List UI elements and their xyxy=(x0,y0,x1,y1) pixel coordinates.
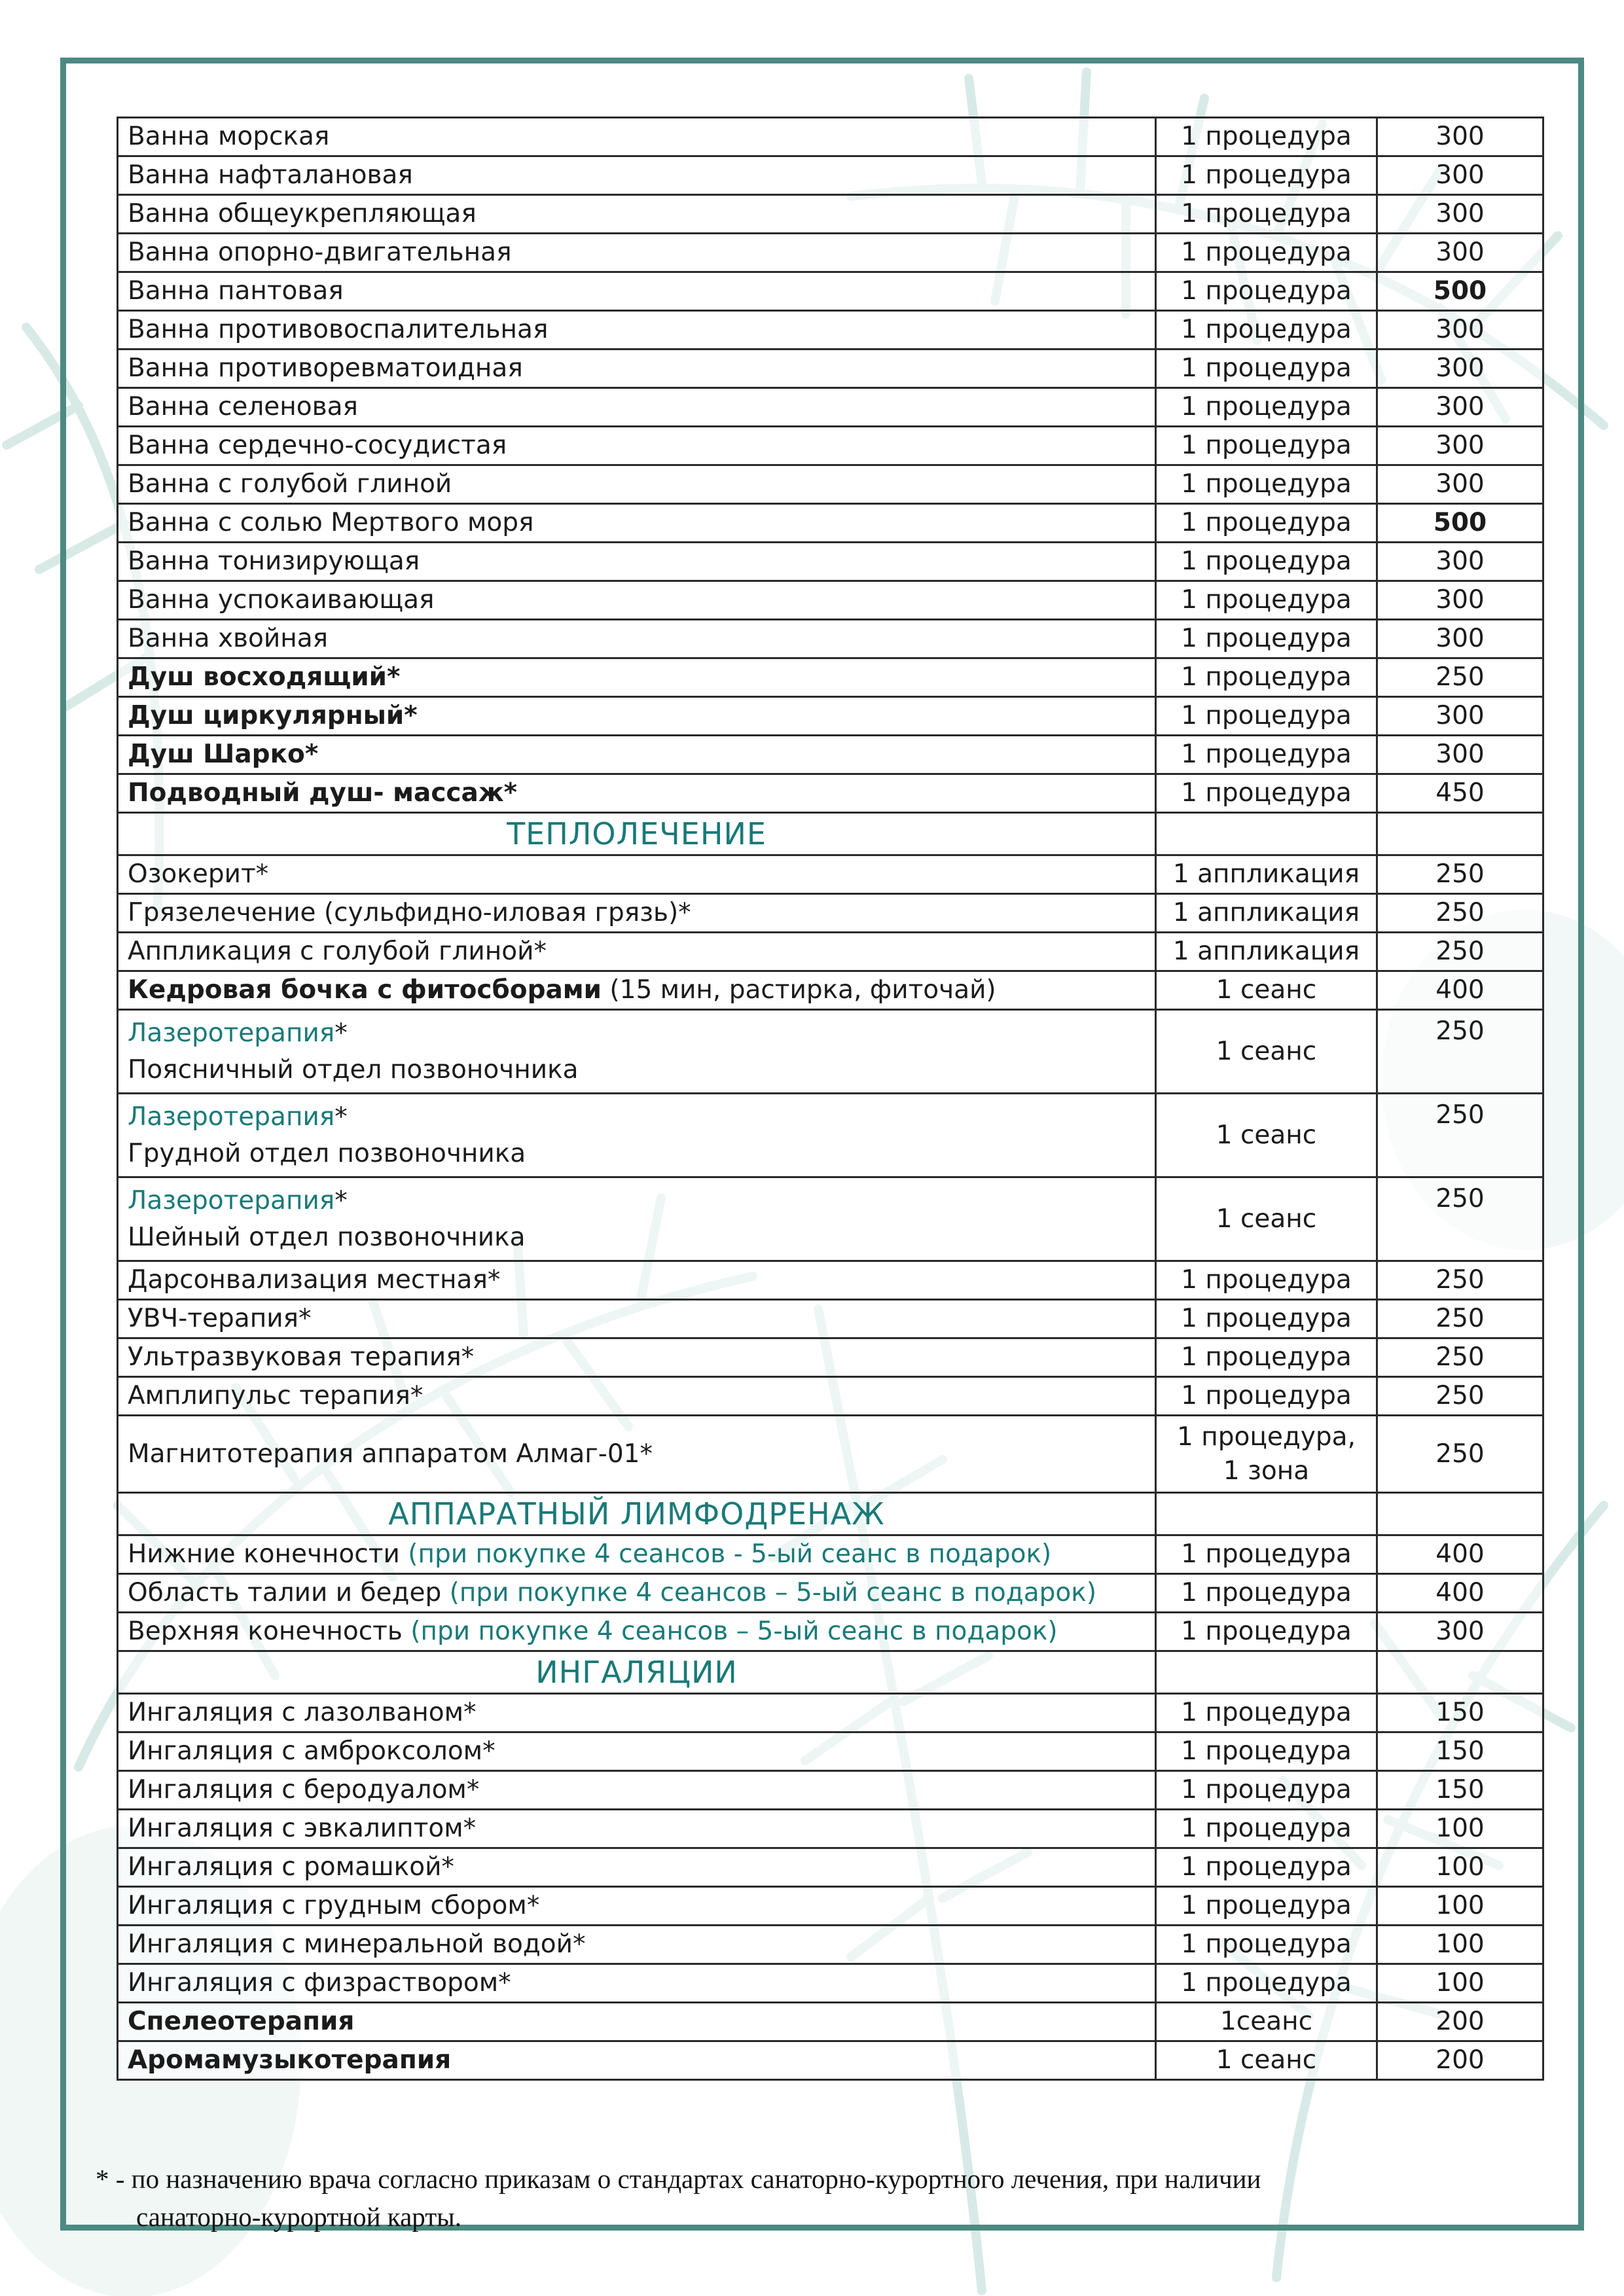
service-price: 300 xyxy=(1377,156,1543,195)
service-name-cell xyxy=(118,1574,1156,1613)
table-row xyxy=(118,504,1543,543)
table-row xyxy=(118,2041,1543,2080)
service-unit: 1 сеанс xyxy=(1156,2041,1377,2080)
service-unit: 1 процедура xyxy=(1156,1887,1377,1926)
table-row xyxy=(118,658,1543,697)
service-name: Кедровая бочка с фитосборами xyxy=(128,975,602,1005)
service-unit: 1 процедура xyxy=(1156,118,1377,156)
service-price: 300 xyxy=(1377,118,1543,156)
table-row xyxy=(118,195,1543,234)
service-unit: 1 процедура xyxy=(1156,195,1377,234)
table-row xyxy=(118,350,1543,388)
service-price: 300 xyxy=(1377,697,1543,736)
service-price: 100 xyxy=(1377,1926,1543,1964)
service-price: 300 xyxy=(1377,736,1543,774)
promo-note: (при покупке 4 сеансов – 5-ый сеанс в подарок) xyxy=(402,1617,1058,1646)
service-unit: 1 процедура xyxy=(1156,697,1377,736)
service-price: 250 xyxy=(1377,894,1543,933)
service-name: Озокерит* xyxy=(118,855,1156,894)
service-name: Аромамузыкотерапия xyxy=(118,2041,1156,2080)
service-name: Верхняя конечность xyxy=(128,1617,403,1646)
service-name: Ванна морская xyxy=(118,118,1156,156)
service-name: Ванна общеукрепляющая xyxy=(118,195,1156,234)
service-unit: 1 процедура xyxy=(1156,1300,1377,1338)
table-row xyxy=(118,1094,1543,1177)
service-unit: 1 процедура xyxy=(1156,1810,1377,1848)
service-price: 400 xyxy=(1377,971,1543,1010)
table-row xyxy=(118,774,1543,813)
service-name: Ванна хвойная xyxy=(118,620,1156,658)
service-price: 500 xyxy=(1377,504,1543,543)
service-price: 250 xyxy=(1377,1010,1543,1094)
service-name: Ванна сердечно-сосудистая xyxy=(118,427,1156,465)
service-unit: 1 процедура xyxy=(1156,427,1377,465)
service-name: Ванна противовоспалительная xyxy=(118,311,1156,350)
table-row xyxy=(118,1261,1543,1300)
table-row xyxy=(118,581,1543,620)
table-row xyxy=(118,272,1543,311)
service-unit: 1 процедура xyxy=(1156,1771,1377,1810)
table-row xyxy=(118,1771,1543,1810)
service-name: Ванна тонизирующая xyxy=(118,543,1156,581)
service-price: 250 xyxy=(1377,1300,1543,1338)
service-name: Ванна с голубой глиной xyxy=(118,465,1156,504)
table-row xyxy=(118,1613,1543,1651)
service-price: 300 xyxy=(1377,195,1543,234)
table-row xyxy=(118,1694,1543,1732)
service-name: Ванна противоревматоидная xyxy=(118,350,1156,388)
service-price: 450 xyxy=(1377,774,1543,813)
service-price: 300 xyxy=(1377,543,1543,581)
service-price: 500 xyxy=(1377,272,1543,311)
table-row xyxy=(118,1574,1543,1613)
service-unit: 1 процедура xyxy=(1156,311,1377,350)
service-unit: 1 процедура xyxy=(1156,1732,1377,1771)
service-unit: 1 процедура xyxy=(1156,234,1377,272)
service-price: 300 xyxy=(1377,465,1543,504)
table-row xyxy=(118,543,1543,581)
service-name: Грязелечение (сульфидно-иловая грязь)* xyxy=(118,894,1156,933)
service-name-cell xyxy=(118,1535,1156,1574)
table-row xyxy=(118,465,1543,504)
service-unit: 1 процедура xyxy=(1156,774,1377,813)
service-name: УВЧ-терапия* xyxy=(118,1300,1156,1338)
service-title: Лазеротерапия xyxy=(128,1018,335,1048)
service-price: 400 xyxy=(1377,1535,1543,1574)
service-unit: 1 сеанс xyxy=(1156,1177,1377,1261)
service-price: 100 xyxy=(1377,1887,1543,1926)
service-unit: 1 процедура xyxy=(1156,156,1377,195)
service-price: 250 xyxy=(1377,855,1543,894)
service-unit: 1 аппликация xyxy=(1156,855,1377,894)
service-name: Ванна опорно-двигательная xyxy=(118,234,1156,272)
service-name: Ванна нафталановая xyxy=(118,156,1156,195)
service-name: Ингаляция с лазолваном* xyxy=(118,1694,1156,1732)
service-name-cell xyxy=(118,971,1156,1010)
service-unit: 1 процедура xyxy=(1156,1694,1377,1732)
service-unit: 1 сеанс xyxy=(1156,971,1377,1010)
service-price: 250 xyxy=(1377,933,1543,971)
service-price: 300 xyxy=(1377,427,1543,465)
service-name: Ингаляция с ромашкой* xyxy=(118,1848,1156,1887)
service-name: Спелеотерапия xyxy=(118,2003,1156,2041)
service-name: Душ восходящий* xyxy=(118,658,1156,697)
service-price: 250 xyxy=(1377,1261,1543,1300)
service-unit-cell xyxy=(1156,1416,1377,1493)
service-price: 200 xyxy=(1377,2041,1543,2080)
table-row xyxy=(118,2003,1543,2041)
service-unit-zone: 1 зона xyxy=(1223,1456,1310,1486)
service-title: Лазеротерапия xyxy=(128,1185,335,1215)
footnote-star: * xyxy=(334,1185,348,1215)
service-name: Ванна пантовая xyxy=(118,272,1156,311)
section-row xyxy=(118,1493,1543,1535)
service-name-cell xyxy=(118,1094,1156,1177)
service-price: 100 xyxy=(1377,1810,1543,1848)
table-row xyxy=(118,1300,1543,1338)
service-name: Дарсонвализация местная* xyxy=(118,1261,1156,1300)
footnote-star: * xyxy=(334,1102,348,1132)
service-price: 250 xyxy=(1377,1094,1543,1177)
table-row xyxy=(118,855,1543,894)
service-unit: 1 процедура xyxy=(1156,1613,1377,1651)
service-unit: 1 процедура xyxy=(1156,1377,1377,1416)
service-unit: 1 сеанс xyxy=(1156,1094,1377,1177)
service-subtitle: Поясничный отдел позвоночника xyxy=(128,1054,579,1085)
promo-note: (при покупке 4 сеансов - 5-ый сеанс в подарок) xyxy=(399,1539,1052,1569)
service-name: Нижние конечности xyxy=(128,1539,400,1569)
service-unit: 1 процедура xyxy=(1156,581,1377,620)
footnote-star: * xyxy=(334,1018,348,1048)
service-price: 250 xyxy=(1377,1177,1543,1261)
service-unit: 1 процедура xyxy=(1156,1338,1377,1377)
table-row xyxy=(118,736,1543,774)
service-name: Душ Шарко* xyxy=(118,736,1156,774)
service-name-cell xyxy=(118,1613,1156,1651)
service-unit: 1 сеанс xyxy=(1156,1010,1377,1094)
table-row xyxy=(118,1848,1543,1887)
service-name: Аппликация с голубой глиной* xyxy=(118,933,1156,971)
service-unit: 1 процедура xyxy=(1156,543,1377,581)
footnote xyxy=(96,2160,1549,2236)
service-price: 300 xyxy=(1377,311,1543,350)
promo-note: (при покупке 4 сеансов – 5-ый сеанс в подарок) xyxy=(441,1578,1097,1607)
service-name: Магнитотерапия аппаратом Алмаг-01* xyxy=(118,1416,1156,1493)
service-unit: 1 процедура xyxy=(1156,504,1377,543)
table-row xyxy=(118,1810,1543,1848)
table-row xyxy=(118,427,1543,465)
table-row xyxy=(118,971,1543,1010)
service-name-cell xyxy=(118,1177,1156,1261)
service-unit: 1 процедура xyxy=(1156,1964,1377,2003)
table-row xyxy=(118,234,1543,272)
table-row xyxy=(118,697,1543,736)
table-row xyxy=(118,118,1543,156)
table-row xyxy=(118,1732,1543,1771)
service-name: Ванна с солью Мертвого моря xyxy=(118,504,1156,543)
service-price: 150 xyxy=(1377,1771,1543,1810)
service-unit: 1 процедура, xyxy=(1177,1422,1356,1452)
table-row xyxy=(118,1926,1543,1964)
table-row xyxy=(118,1964,1543,2003)
section-heading-inhalations: ИНГАЛЯЦИИ xyxy=(118,1651,1156,1694)
table-row xyxy=(118,1377,1543,1416)
service-unit: 1 процедура xyxy=(1156,1261,1377,1300)
service-price: 250 xyxy=(1377,1338,1543,1377)
section-row xyxy=(118,813,1543,855)
service-price: 250 xyxy=(1377,658,1543,697)
service-unit: 1 процедура xyxy=(1156,350,1377,388)
service-name: Подводный душ- массаж* xyxy=(118,774,1156,813)
section-row xyxy=(118,1651,1543,1694)
section-heading-lymph: АППАРАТНЫЙ ЛИМФОДРЕНАЖ xyxy=(118,1493,1156,1535)
service-unit: 1 процедура xyxy=(1156,1574,1377,1613)
service-price: 150 xyxy=(1377,1732,1543,1771)
price-table xyxy=(117,117,1544,2081)
table-row xyxy=(118,894,1543,933)
service-name: Ингаляция с амброксолом* xyxy=(118,1732,1156,1771)
service-subtitle: Шейный отдел позвоночника xyxy=(128,1222,526,1252)
table-row xyxy=(118,1338,1543,1377)
service-unit: 1 аппликация xyxy=(1156,894,1377,933)
service-name: Ванна селеновая xyxy=(118,388,1156,427)
service-unit: 1 процедура xyxy=(1156,1926,1377,1964)
service-price: 200 xyxy=(1377,2003,1543,2041)
service-price: 300 xyxy=(1377,234,1543,272)
service-unit: 1 процедура xyxy=(1156,465,1377,504)
service-unit: 1 процедура xyxy=(1156,736,1377,774)
service-name: Область талии и бедер xyxy=(128,1578,442,1607)
service-name: Душ циркулярный* xyxy=(118,697,1156,736)
service-unit: 1 процедура xyxy=(1156,388,1377,427)
service-unit: 1 процедура xyxy=(1156,620,1377,658)
footnote-line-2: санаторно-курортной карты. xyxy=(136,2202,461,2232)
table-row xyxy=(118,933,1543,971)
table-row xyxy=(118,311,1543,350)
service-price: 100 xyxy=(1377,1848,1543,1887)
service-name: Ванна успокаивающая xyxy=(118,581,1156,620)
service-unit: 1 аппликация xyxy=(1156,933,1377,971)
table-row xyxy=(118,1535,1543,1574)
table-row xyxy=(118,1010,1543,1094)
service-name: Ультразвуковая терапия* xyxy=(118,1338,1156,1377)
table-row xyxy=(118,388,1543,427)
service-name: Ингаляция с физраствором* xyxy=(118,1964,1156,2003)
service-price: 300 xyxy=(1377,620,1543,658)
service-unit: 1 процедура xyxy=(1156,1535,1377,1574)
table-row xyxy=(118,620,1543,658)
service-name: Ингаляция с грудным сбором* xyxy=(118,1887,1156,1926)
service-name: Ингаляция с минеральной водой* xyxy=(118,1926,1156,1964)
service-unit: 1 процедура xyxy=(1156,272,1377,311)
service-price: 100 xyxy=(1377,1964,1543,2003)
service-price: 300 xyxy=(1377,1613,1543,1651)
service-price: 250 xyxy=(1377,1377,1543,1416)
table-row xyxy=(118,1887,1543,1926)
service-name: Ингаляция с эвкалиптом* xyxy=(118,1810,1156,1848)
table-row xyxy=(118,1416,1543,1493)
service-unit: 1 процедура xyxy=(1156,658,1377,697)
service-price: 250 xyxy=(1377,1416,1543,1493)
service-price: 300 xyxy=(1377,388,1543,427)
service-note: (15 мин, растирка, фиточай) xyxy=(602,975,996,1005)
service-price: 150 xyxy=(1377,1694,1543,1732)
service-subtitle: Грудной отдел позвоночника xyxy=(128,1138,526,1168)
service-unit: 1 процедура xyxy=(1156,1848,1377,1887)
service-name: Амплипульс терапия* xyxy=(118,1377,1156,1416)
service-price: 300 xyxy=(1377,350,1543,388)
table-row xyxy=(118,156,1543,195)
table-row xyxy=(118,1177,1543,1261)
service-name: Ингаляция с беродуалом* xyxy=(118,1771,1156,1810)
service-name-cell xyxy=(118,1010,1156,1094)
footnote-line-1: * - по назначению врача согласно приказам о стандартах санаторно-курортного лечения, при наличии xyxy=(96,2164,1261,2194)
service-unit: 1сеанс xyxy=(1156,2003,1377,2041)
service-price: 400 xyxy=(1377,1574,1543,1613)
service-price: 300 xyxy=(1377,581,1543,620)
service-title: Лазеротерапия xyxy=(128,1102,335,1132)
section-heading-heat: ТЕПЛОЛЕЧЕНИЕ xyxy=(118,813,1156,855)
